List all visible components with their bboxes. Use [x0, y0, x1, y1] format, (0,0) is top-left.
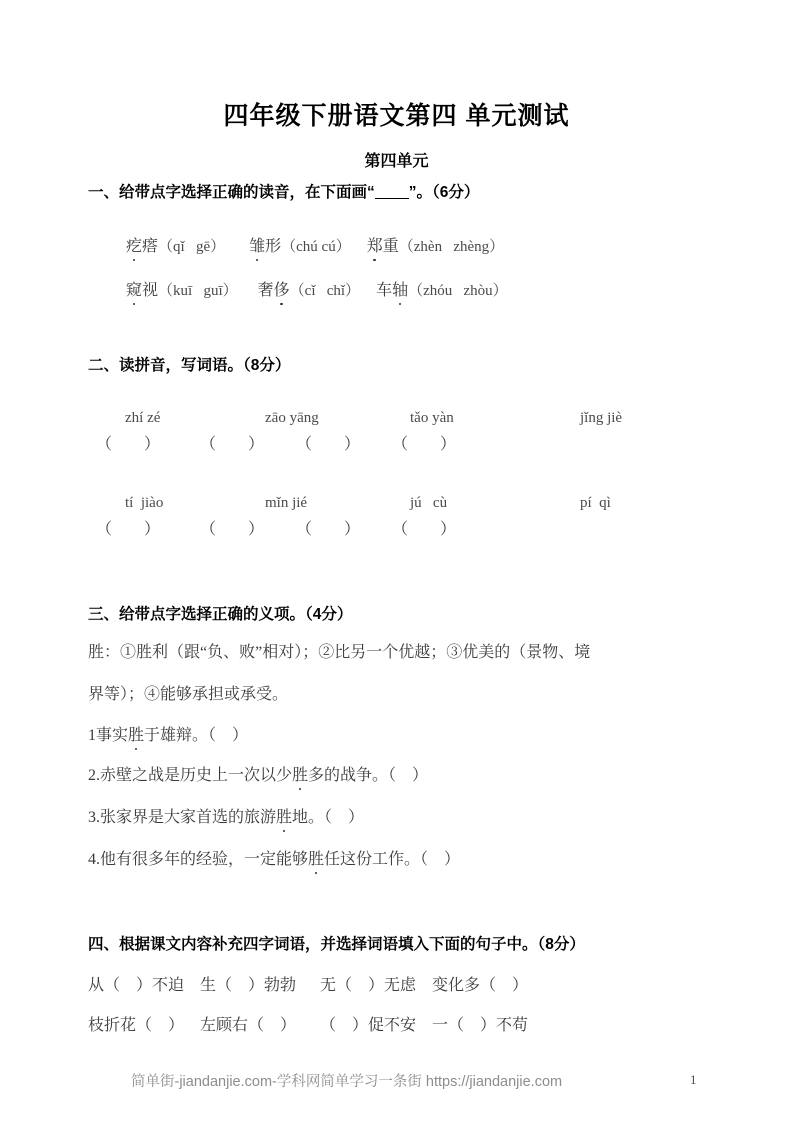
dotted-char: 胜: [276, 804, 292, 827]
question-text-after: 于雄辩。（ ）: [144, 727, 249, 744]
pinyin-prompt: zhí zé: [125, 410, 161, 426]
dotted-char: 胜: [128, 722, 144, 745]
section-3-definition-line-1: 胜：①胜利（跟“负、败”相对）；②比另一个优越；③优美的（景物、境: [88, 644, 591, 661]
question-number: 4.: [88, 851, 100, 868]
pinyin-prompt: tǎo yàn: [410, 410, 454, 426]
pronunciation-item: [249, 238, 351, 255]
word-before: 奢: [257, 282, 274, 299]
pinyin-prompt: mǐn jié: [265, 495, 308, 511]
dotted-char: 窥: [126, 277, 142, 300]
word-after: 形: [265, 238, 282, 255]
question-text-after: 地。（ ）: [292, 809, 365, 826]
gap: [225, 238, 249, 255]
blank-underline: [375, 198, 409, 199]
dotted-char: 疙: [126, 233, 142, 256]
pronunciation-item: [367, 238, 504, 255]
pinyin-choices: （kuī guī）: [158, 283, 238, 299]
section-3-question-1[interactable]: [88, 722, 248, 745]
section-2-answer-row-2[interactable]: （ ） （ ） （ ） （ ）: [96, 521, 457, 538]
section-3-question-3[interactable]: [88, 804, 364, 827]
pronunciation-item: [258, 282, 360, 299]
page-footer: [0, 1068, 793, 1096]
pronunciation-item: [126, 238, 225, 255]
gap: [360, 282, 376, 299]
footer-watermark: 简单街-jiandanjie.com-学科网简单学习一条街 https://jiandanjie.com: [131, 1074, 563, 1090]
word-before: 车: [376, 282, 393, 299]
pinyin-choices: （zhóu zhòu）: [408, 283, 508, 299]
section-3-heading: 三、给带点字选择正确的义项。（4分）: [88, 606, 353, 623]
pinyin-choices: （zhèn zhèng）: [398, 239, 505, 255]
section-4-row-2[interactable]: 枝折花（ ） 左顾右（ ） （ ）促不安 一（ ）不苟: [88, 1017, 529, 1034]
section-3-question-2[interactable]: [88, 762, 428, 785]
page-title: 四年级下册语文第四 单元测试: [223, 102, 570, 130]
section-2-heading: 二、读拼音，写词语。（8分）: [88, 357, 291, 374]
word-after: 瘩: [142, 238, 159, 255]
section-1-heading-suffix: ”。（6分）: [408, 184, 480, 201]
question-number: 3.: [88, 809, 100, 826]
question-text-after: 任这份工作。（ ）: [324, 851, 461, 868]
section-3-question-4[interactable]: [88, 846, 460, 869]
question-text-before: 他有很多年的经验，一定能够: [100, 851, 309, 868]
page-subtitle: 第四单元: [364, 153, 429, 170]
section-4-row-1[interactable]: 从（ ）不迫 生（ ）勃勃 无（ ）无虑 变化多（ ）: [88, 977, 529, 994]
question-number: 2.: [88, 767, 100, 784]
question-text-before: 赤壁之战是历史上一次以少: [100, 767, 293, 784]
question-text-before: 事实: [96, 727, 129, 744]
section-3-definition-line-2: 界等）；④能够承担或承受。: [88, 686, 289, 703]
gap: [238, 282, 258, 299]
section-2-answer-row-1[interactable]: （ ） （ ） （ ） （ ）: [96, 436, 457, 453]
pinyin-prompt: jǐng jiè: [580, 410, 623, 426]
dotted-char: 胜: [308, 846, 324, 869]
dotted-char: 胜: [292, 762, 308, 785]
question-text-after: 多的战争。（ ）: [308, 767, 429, 784]
dotted-char: 雏: [249, 233, 265, 256]
pinyin-prompt: jú cù: [410, 495, 448, 511]
question-number: 1: [88, 727, 96, 744]
pronunciation-item: [126, 282, 238, 299]
pinyin-prompt: tí jiào: [125, 495, 164, 511]
section-1-row-2: [110, 259, 508, 318]
pinyin-prompt: pí qì: [580, 495, 611, 511]
pinyin-prompt: zāo yāng: [265, 410, 319, 426]
section-1-heading-prefix: 一、给带点字选择正确的读音，在下面画“: [88, 184, 375, 201]
dotted-char: 轴: [392, 277, 408, 300]
page-number: 1: [690, 1072, 697, 1087]
pinyin-choices: （chú cú）: [281, 239, 351, 255]
pinyin-choices: （qǐ gē）: [158, 239, 226, 255]
dotted-char: 郑: [367, 233, 383, 256]
word-after: 视: [142, 282, 159, 299]
question-text-before: 张家界是大家首选的旅游: [100, 809, 277, 826]
pronunciation-item: [376, 282, 508, 299]
dotted-char: 侈: [274, 277, 290, 300]
section-1-heading: [88, 180, 479, 202]
pinyin-choices: （cǐ chǐ）: [289, 283, 361, 299]
section-4-heading: 四、根据课文内容补充四字词语，并选择词语填入下面的句子中。（8分）: [88, 936, 585, 953]
gap: [351, 238, 367, 255]
word-after: 重: [382, 238, 399, 255]
